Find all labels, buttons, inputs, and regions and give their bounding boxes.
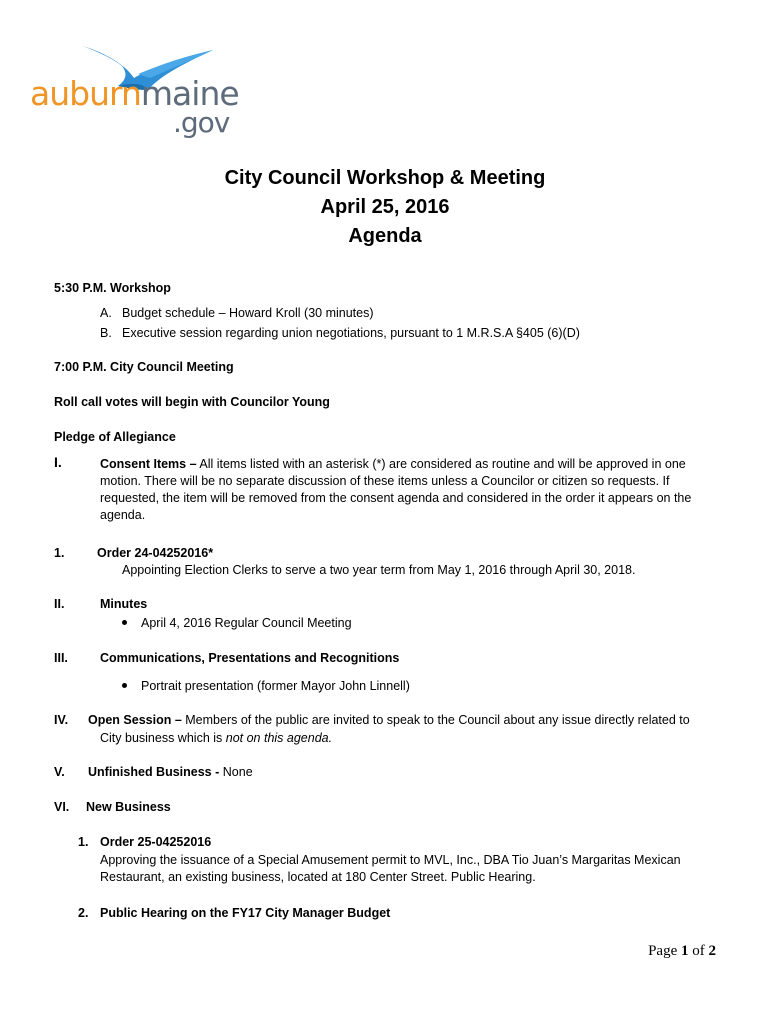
order1-title: Order 24-04252016* (97, 546, 214, 560)
workshop-item-b-text: Executive session regarding union negotiations, pursuant to 1 M.R.S.A §405 (6)(D) (122, 326, 580, 340)
unfinished-line (88, 764, 253, 781)
logo-text-maine: maine (140, 74, 239, 113)
new-business-item1-number: 1. (78, 835, 89, 849)
page-title: City Council Workshop & Meeting (224, 167, 546, 189)
consent-text-line4: agenda. (100, 508, 146, 522)
new-business-label: New Business (86, 800, 171, 814)
logo-text-gov: .gov (173, 106, 230, 139)
consent-text-line3: requested, the item will be removed from the consent agenda and considered in the order it appears on the (100, 491, 692, 505)
page-subtitle: Agenda (348, 225, 422, 247)
bullet-icon (122, 620, 127, 625)
new-business-item2-number: 2. (78, 906, 89, 920)
unfinished-value: None (222, 765, 253, 779)
consent-numeral: I. (54, 454, 62, 470)
order1-number: 1. (54, 546, 65, 560)
open-session-line2-italic: not on this agenda. (225, 731, 333, 745)
consent-text-line2: motion. There will be no separate discussion of these items unless a Councilor or citizen so requests. If (100, 474, 670, 488)
open-session-line2 (100, 730, 332, 747)
new-business-item2-title: Public Hearing on the FY17 City Manager Budget (100, 906, 391, 920)
minutes-label: Minutes (100, 597, 148, 611)
new-business-item1-line2: Restaurant, an existing business, located at 180 Center Street. Public Hearing. (100, 870, 536, 884)
workshop-item-a-letter: A. (100, 306, 112, 320)
page-total: 2 (708, 943, 716, 959)
bullet-icon (122, 683, 127, 688)
auburnmaine-logo (28, 44, 239, 139)
unfinished-numeral: V. (54, 765, 65, 779)
workshop-heading: 5:30 P.M. Workshop (54, 281, 171, 295)
consent-label: Consent Items – (100, 457, 197, 471)
minutes-item (122, 615, 352, 632)
minutes-numeral: II. (54, 597, 65, 611)
page-number (648, 943, 716, 960)
open-session-line2-prefix: City business which is (100, 731, 226, 745)
communications-numeral: III. (54, 651, 68, 665)
page-of: of (688, 943, 709, 959)
consent-section (100, 456, 720, 524)
communications-label: Communications, Presentations and Recognitions (100, 651, 400, 665)
open-session-text: Members of the public are invited to speak to the Council about any issue directly related to (185, 713, 690, 727)
workshop-item-b-letter: B. (100, 326, 112, 340)
new-business-item1-title: Order 25-04252016 (100, 835, 212, 849)
communications-item-text: Portrait presentation (former Mayor John Linnell) (141, 679, 410, 693)
workshop-item-a-text: Budget schedule – Howard Kroll (30 minutes) (122, 306, 374, 320)
open-session-line1 (88, 712, 728, 729)
page-prefix: Page (648, 943, 681, 959)
page-date: April 25, 2016 (320, 196, 450, 218)
logo-text-auburn: auburn (30, 74, 141, 113)
meeting-heading: 7:00 P.M. City Council Meeting (54, 360, 234, 374)
open-session-numeral: IV. (54, 713, 69, 727)
communications-item (122, 678, 410, 695)
new-business-item1-line1: Approving the issuance of a Special Amusement permit to MVL, Inc., DBA Tio Juan’s Margaritas Mexican (100, 853, 681, 867)
minutes-item-text: April 4, 2016 Regular Council Meeting (141, 616, 352, 630)
pledge-heading: Pledge of Allegiance (54, 430, 176, 444)
consent-text-line1: All items listed with an asterisk (*) are considered as routine and will be approved in one (199, 457, 686, 471)
open-session-label: Open Session – (88, 713, 182, 727)
unfinished-label: Unfinished Business - (88, 765, 220, 779)
roll-call-heading: Roll call votes will begin with Councilor Young (54, 395, 330, 409)
order1-text: Appointing Election Clerks to serve a two year term from May 1, 2016 through April 30, 2018. (122, 563, 636, 577)
new-business-numeral: VI. (54, 800, 70, 814)
page-current: 1 (681, 943, 689, 959)
